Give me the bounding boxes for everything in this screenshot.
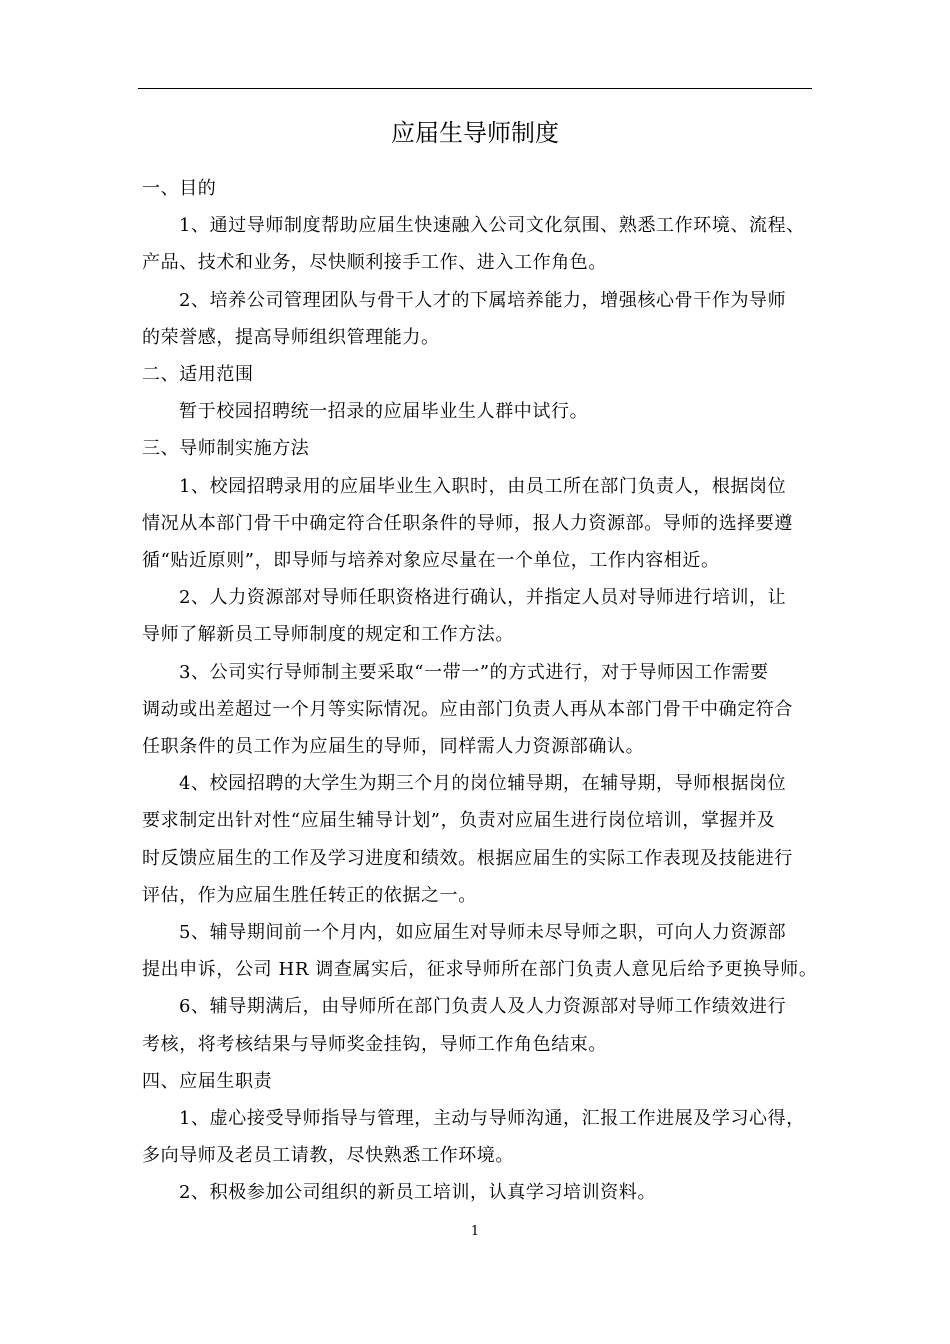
paragraph-line: 5、辅导期间前一个月内，如应届生对导师未尽导师之职，可向人力资源部	[179, 922, 787, 944]
body-paragraph	[142, 393, 814, 430]
paragraph-line: 情况从本部门骨干中确定符合任职条件的导师，报人力资源部。导师的选择要遵	[142, 512, 793, 534]
body-paragraph	[142, 579, 814, 653]
body-paragraph	[142, 468, 814, 580]
paragraph-line: 4、校园招聘的大学生为期三个月的岗位辅导期，在辅导期，导师根据岗位	[179, 773, 787, 795]
paragraph-line: 2、培养公司管理团队与骨干人才的下属培养能力，增强核心骨干作为导师	[179, 289, 787, 311]
body-paragraph	[142, 765, 814, 914]
paragraph-line: 2、人力资源部对导师任职资格进行确认，并指定人员对导师进行培训，让	[179, 587, 787, 609]
section-heading: 一、目的	[142, 178, 217, 199]
page-number: 1	[470, 1224, 480, 1239]
paragraph-line: 6、辅导期满后，由导师所在部门负责人及人力资源部对导师工作绩效进行	[179, 996, 787, 1018]
body-paragraph	[142, 1100, 814, 1174]
body-paragraph	[142, 282, 814, 356]
paragraph-line: 要求制定出针对性“应届生辅导计划”，负责对应届生进行岗位培训，掌握并及	[142, 810, 776, 832]
paragraph-line: 1、通过导师制度帮助应届生快速融入公司文化氛围、熟悉工作环境、流程、	[179, 215, 805, 237]
paragraph-line: 提出申诉，公司 HR 调查属实后，征求导师所在部门负责人意见后给予更换导师。	[142, 959, 818, 981]
document-body	[142, 170, 818, 1212]
paragraph-line: 任职条件的员工作为应届生的导师，同样需人力资源部确认。	[142, 736, 645, 758]
paragraph-line: 时反馈应届生的工作及学习进度和绩效。根据应届生的实际工作表现及技能进行	[142, 847, 793, 869]
paragraph-line: 多向导师及老员工请教，尽快熟悉工作环境。	[142, 1145, 514, 1167]
paragraph-line: 3、公司实行导师制主要采取“一带一”的方式进行，对于导师因工作需要	[179, 661, 769, 683]
body-paragraph	[142, 914, 818, 988]
paragraph-line: 导师了解新员工导师制度的规定和工作方法。	[142, 624, 514, 646]
section-heading: 二、适用范围	[142, 364, 254, 386]
paragraph-line: 1、虚心接受导师指导与管理，主动与导师沟通，汇报工作进展及学习心得，	[179, 1108, 805, 1130]
paragraph-line: 1、校园招聘录用的应届毕业生入职时，由员工所在部门负责人，根据岗位	[179, 475, 787, 497]
body-paragraph	[142, 988, 814, 1062]
paragraph-line: 循“贴近原则”，即导师与培养对象应尽量在一个单位，工作内容相近。	[142, 550, 720, 572]
body-paragraph	[142, 654, 814, 766]
header-rule	[138, 88, 812, 89]
paragraph-line: 的荣誉感，提高导师组织管理能力。	[142, 326, 440, 348]
section-heading: 四、应届生职责	[142, 1070, 273, 1092]
paragraph-line: 2、积极参加公司组织的新员工培训，认真学习培训资料。	[179, 1182, 657, 1204]
paragraph-line: 调动或出差超过一个月等实际情况。应由部门负责人再从本部门骨干中确定符合	[142, 698, 793, 720]
paragraph-line: 评估，作为应届生胜任转正的依据之一。	[142, 884, 477, 906]
body-paragraph	[142, 207, 814, 281]
paragraph-line: 暂于校园招聘统一招录的应届毕业生人群中试行。	[179, 401, 589, 423]
paragraph-line: 考核，将考核结果与导师奖金挂钩，导师工作角色结束。	[142, 1033, 607, 1055]
document-title: 应届生导师制度	[391, 119, 559, 147]
paragraph-line: 产品、技术和业务，尽快顺利接手工作、进入工作角色。	[142, 252, 607, 274]
section-heading: 三、导师制实施方法	[142, 438, 310, 460]
body-paragraph	[142, 1174, 814, 1211]
